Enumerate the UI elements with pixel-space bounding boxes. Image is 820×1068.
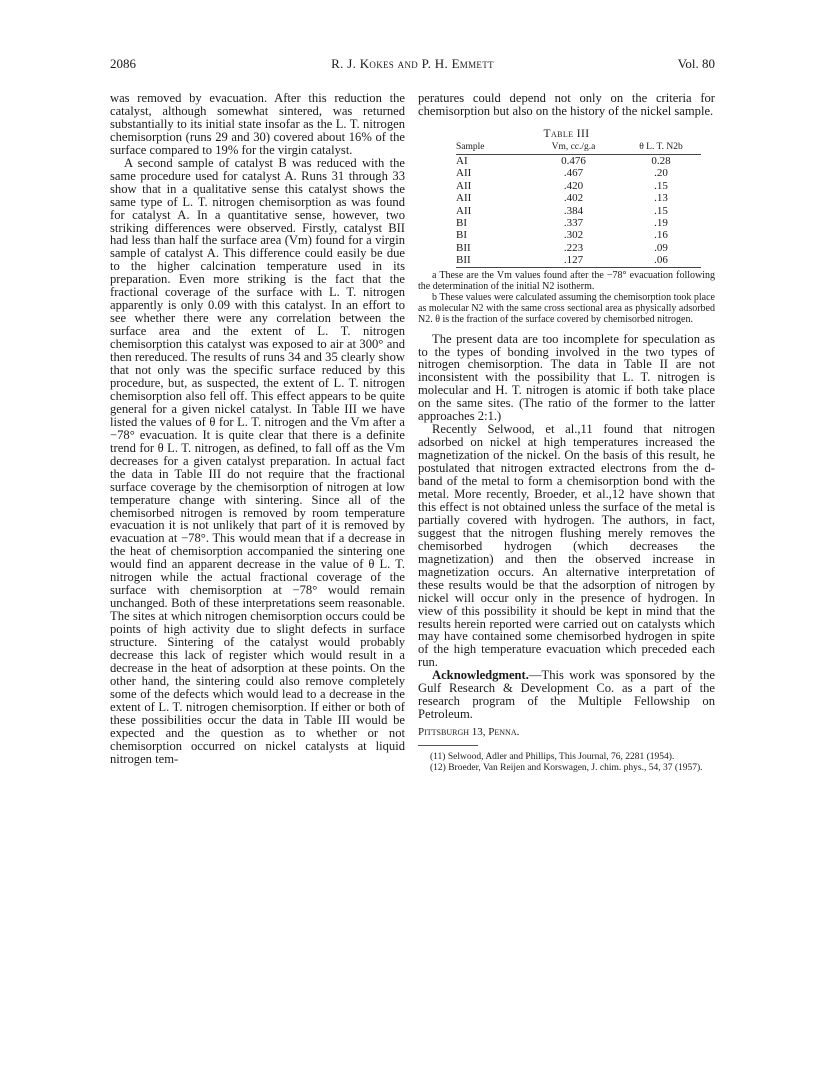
table-row (456, 205, 701, 217)
table-row (456, 242, 701, 254)
reference-item: (12) Broeder, Van Reijen and Korswagen, J. chim. phys., 54, 37 (1957). (430, 763, 703, 774)
table-row (456, 180, 701, 192)
table-cell: .223 (563, 241, 584, 254)
table-cell: .20 (654, 167, 668, 180)
table-cell: .302 (563, 229, 584, 242)
table-cell: BII (456, 254, 526, 267)
table-cell: .127 (526, 254, 621, 267)
table-row (456, 229, 701, 241)
table-row (456, 154, 701, 167)
table-header-cell: θ L. T. N2b (621, 141, 701, 155)
table-cell: .384 (563, 204, 584, 217)
table-cell: .467 (563, 167, 584, 180)
footnote-rule (418, 745, 478, 746)
table-cell: .420 (563, 179, 584, 192)
data-table (456, 141, 701, 268)
table-footnotes (418, 270, 715, 325)
table-row (456, 217, 701, 229)
table-cell: .13 (654, 192, 668, 205)
acknowledgment-body: —This work was sponsored by the Gulf Research & Development Co. as a part of the research program of the Multiple Fellowship on Petroleum. (418, 668, 715, 722)
table-row (456, 254, 701, 267)
table-cell: BI (456, 216, 467, 229)
table-footnote: b These values were calculated assuming the chemisorption took place as molecular N2 with the same cross sectional area as physically adsorbed N2. θ is the fraction of the surface covered by chemisorbed nitrogen. (418, 291, 715, 325)
page-number: 2086 (110, 56, 136, 71)
paragraph: The present data are too incomplete for speculation as to the types of bonding involved in the two types of nitrogen chemisorption. The data in Table II are not inconsistent with the possibility that L. T. nitrogen is molecular and H. T. nitrogen is atomic if both take place on the same sites. (The ratio of the former to the latter approaches 2:1.) (418, 331, 715, 424)
table-cell: .19 (654, 216, 668, 229)
volume-number: Vol. 80 (677, 56, 715, 71)
references (418, 752, 715, 774)
acknowledgment-heading: Acknowledgment. (432, 668, 529, 683)
table-cell: AI (456, 154, 468, 167)
table-cell: 0.476 (561, 154, 586, 167)
paragraph: was removed by evacuation. After this reduction the catalyst, although somewhat sintered, was returned substantially to its initial state insofar as the L. T. nitrogen chemisorption (runs 29 and 30) covered about 16% of the surface compared to 19% for the virgin catalyst. (110, 91, 405, 157)
table-title: Table III (543, 127, 590, 140)
left-column (110, 92, 405, 766)
table-cell: .402 (563, 192, 584, 205)
table-cell: AII (456, 167, 472, 180)
table-cell: BI (456, 229, 467, 242)
table-cell: .15 (654, 179, 668, 192)
table-cell: AII (456, 204, 472, 217)
table-iii (418, 128, 715, 325)
table-row (456, 192, 701, 204)
paragraph: peratures could depend not only on the criteria for chemisorption but also on the history of the nickel sample. (418, 91, 715, 118)
table-header-cell: Sample (456, 141, 526, 155)
table-footnote: a These are the Vm values found after the −78° evacuation following the determination of the initial N2 isotherm. (418, 269, 715, 292)
table-header-row (456, 141, 701, 155)
table-cell: .09 (654, 241, 668, 254)
table-cell: BII (456, 241, 471, 254)
table-cell: .06 (621, 254, 701, 267)
affiliation-place: Pittsburgh 13, Penna. (418, 726, 520, 739)
acknowledgment (418, 669, 715, 721)
running-header (110, 56, 715, 76)
table-cell: 0.28 (651, 154, 671, 167)
right-column (418, 92, 715, 774)
paragraph: Recently Selwood, et al.,11 found that nitrogen adsorbed on nickel at high temperatures increased the magnetization of the nickel. On the basis of this result, he postulated that nitrogen extracted electrons from the d-band of the metal to form a chemisorption bond with the metal. More recently, Broeder, et al.,12 have shown that this effect is not obtained unless the surface of the metal is partially covered with hydrogen. The authors, in fact, suggest that the nitrogen flushing merely removes the chemisorbed hydrogen (which decreases the magnetization) and then the observed increase in magnetization occurs. An alternative interpretation of these results would be that the adsorption of nitrogen by nickel will occur only in the presence of hydrogen. In view of this possibility it should be kept in mind that the results herein reported were carried out on catalysts which may have contained some chemisorbed hydrogen in spite of the high temperature evacuation which preceded each run. (418, 422, 715, 670)
table-cell: .15 (654, 204, 668, 217)
table-header-cell: Vm, cc./g.a (526, 141, 621, 155)
table-row (456, 167, 701, 179)
table-cell: .16 (654, 229, 668, 242)
table-cell: .337 (563, 216, 584, 229)
reference-item: (11) Selwood, Adler and Phillips, This Journal, 76, 2281 (1954). (430, 752, 675, 763)
table-cell: AII (456, 192, 472, 205)
table-cell: AII (456, 179, 472, 192)
running-authors: R. J. Kokes and P. H. Emmett (331, 56, 494, 71)
paragraph: A second sample of catalyst B was reduced with the same procedure used for catalyst A. Runs 31 through 33 show that in a qualitative sense this catalyst shows the same type of L. T. nitrogen chemisorption as was found for catalyst A. In a quantitative sense, however, two striking differences were observed. Firstly, catalyst BII had less than half the surface area (Vm) found for a virgin sample of catalyst A. This difference could easily be due to the higher calcination temperature used in its preparation. Even more striking is the fact that the fractional coverage of the surface with L. T. nitrogen apparently is only 0.09 with this catalyst. In an effort to see whether there were any correlation between the surface area and the extent of L. T. nitrogen chemisorption this catalyst was exposed to air at 300° and then rereduced. The results of runs 34 and 35 clearly show that not only was the specific surface reduced by this procedure, but, as suspected, the extent of L. T. nitrogen chemisorption also fell off. This effect appears to be quite general for a given nickel catalyst. In Table III we have listed the values of θ for L. T. nitrogen and the Vm after a −78° evacuation. It is quite clear that there is a definite trend for θ L. T. nitrogen, as defined, to fall off as the Vm decreases for a given catalyst preparation. In actual fact the data in Table III do not require that the fractional surface coverage by the chemisorption of nitrogen at low temperature change with sintering. Since all of the chemisorbed nitrogen is removed by room temperature evacuation it is not unlikely that part of it is removed by evacuation at −78°. This would mean that if a decrease in the heat of chemisorption accompanied the sintering one would find an apparent decrease in the value of θ L. T. nitrogen while the actual fractional coverage of the surface with chemisorption at −78° would remain unchanged. Both of these interpretations seem reasonable. The sites at which nitrogen chemisorption occurs could be points of high activity due to slight defects in surface structure. Sintering of the catalyst would probably decrease this lack of register which would result in a decrease in the heat of adsorption at these points. On the other hand, the sintering could also remove completely some of the defects which would lead to a decrease in the extent of L. T. nitrogen chemisorption. If either or both of these possibilities occur the data in Table III would be expected and the question as to whether or not chemisorption occurred on nickel catalysts at liquid nitrogen tem- (110, 155, 405, 766)
